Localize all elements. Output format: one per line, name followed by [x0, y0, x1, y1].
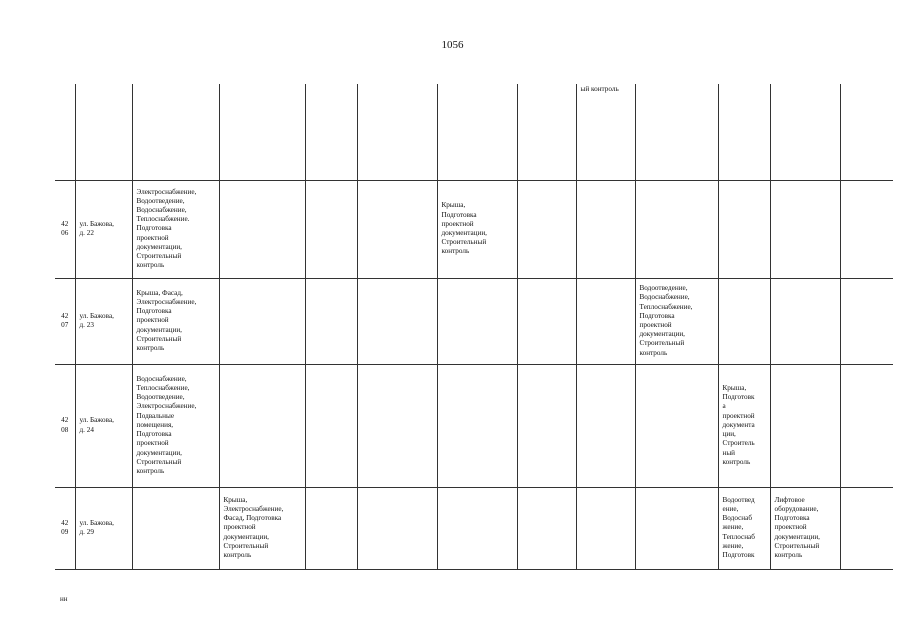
footer-mark: нн [60, 595, 68, 603]
works-cell [517, 364, 576, 487]
table-row [55, 364, 893, 487]
repair-schedule-table [55, 84, 893, 570]
works-cell [635, 364, 718, 487]
table-cell [55, 84, 75, 180]
table-cell [132, 84, 219, 180]
works-cell [635, 180, 718, 278]
table-cell [357, 84, 437, 180]
works-cell [219, 364, 305, 487]
row-number: 42 08 [55, 364, 75, 487]
works-cell: Водоотведение, Водоснабжение, Теплоснабжение, Подготовка проектной документации, Строительный контроль [635, 278, 718, 364]
table-cell [305, 84, 357, 180]
table-cell [75, 84, 132, 180]
works-cell [517, 278, 576, 364]
works-cell [576, 364, 635, 487]
works-cell [305, 180, 357, 278]
works-cell: Водоотвед ение, Водоснаб жение, Теплоснаб жение, Подготовк [718, 487, 770, 569]
works-cell [517, 180, 576, 278]
table-cell [770, 84, 840, 180]
row-number: 42 06 [55, 180, 75, 278]
works-cell: Крыша, Подготовк а проектной документа ции, Строитель ный контроль [718, 364, 770, 487]
address-cell: ул. Бажова, д. 22 [75, 180, 132, 278]
works-cell [840, 278, 893, 364]
works-cell [357, 364, 437, 487]
works-cell [132, 487, 219, 569]
table-cell [517, 84, 576, 180]
works-cell [840, 180, 893, 278]
works-cell [635, 487, 718, 569]
works-cell [840, 364, 893, 487]
table-cell: ый контроль [576, 84, 635, 180]
works-cell: Лифтовое оборудование, Подготовка проектной документации, Строительный контроль [770, 487, 840, 569]
table-cell [718, 84, 770, 180]
table-cell [219, 84, 305, 180]
works-cell [576, 278, 635, 364]
works-cell [437, 487, 517, 569]
address-cell: ул. Бажова, д. 29 [75, 487, 132, 569]
table-cell [437, 84, 517, 180]
works-cell [357, 487, 437, 569]
works-cell [219, 180, 305, 278]
table-row [55, 180, 893, 278]
works-cell [437, 278, 517, 364]
table-cell [635, 84, 718, 180]
works-cell [305, 487, 357, 569]
works-cell [357, 278, 437, 364]
works-cell [718, 278, 770, 364]
table-row [55, 487, 893, 569]
works-cell [770, 180, 840, 278]
works-cell [770, 364, 840, 487]
works-cell [219, 278, 305, 364]
table-row [55, 278, 893, 364]
works-cell: Крыша, Электроснабжение, Фасад, Подготовка проектной документации, Строительный контроль [219, 487, 305, 569]
works-cell [305, 364, 357, 487]
works-cell [576, 487, 635, 569]
works-cell: Крыша, Фасад, Электроснабжение, Подготовка проектной документации, Строительный контроль [132, 278, 219, 364]
works-cell [770, 278, 840, 364]
row-number: 42 09 [55, 487, 75, 569]
works-cell [718, 180, 770, 278]
page-number: 1056 [441, 39, 464, 51]
table-cell [840, 84, 893, 180]
row-number: 42 07 [55, 278, 75, 364]
works-cell [517, 487, 576, 569]
table-row-continuation [55, 84, 893, 180]
works-cell: Электроснабжение, Водоотведение, Водоснабжение, Теплоснабжение. Подготовка проектной документации, Строительный контроль [132, 180, 219, 278]
works-cell [305, 278, 357, 364]
address-cell: ул. Бажова, д. 24 [75, 364, 132, 487]
works-cell [576, 180, 635, 278]
address-cell: ул. Бажова, д. 23 [75, 278, 132, 364]
works-cell [437, 364, 517, 487]
works-cell: Крыша, Подготовка проектной документации, Строительный контроль [437, 180, 517, 278]
works-cell [357, 180, 437, 278]
works-cell: Водоснабжение, Теплоснабжение, Водоотведение, Электроснабжение, Подвальные помещения, Подготовка проектной документации, Строительный контроль [132, 364, 219, 487]
works-cell [840, 487, 893, 569]
